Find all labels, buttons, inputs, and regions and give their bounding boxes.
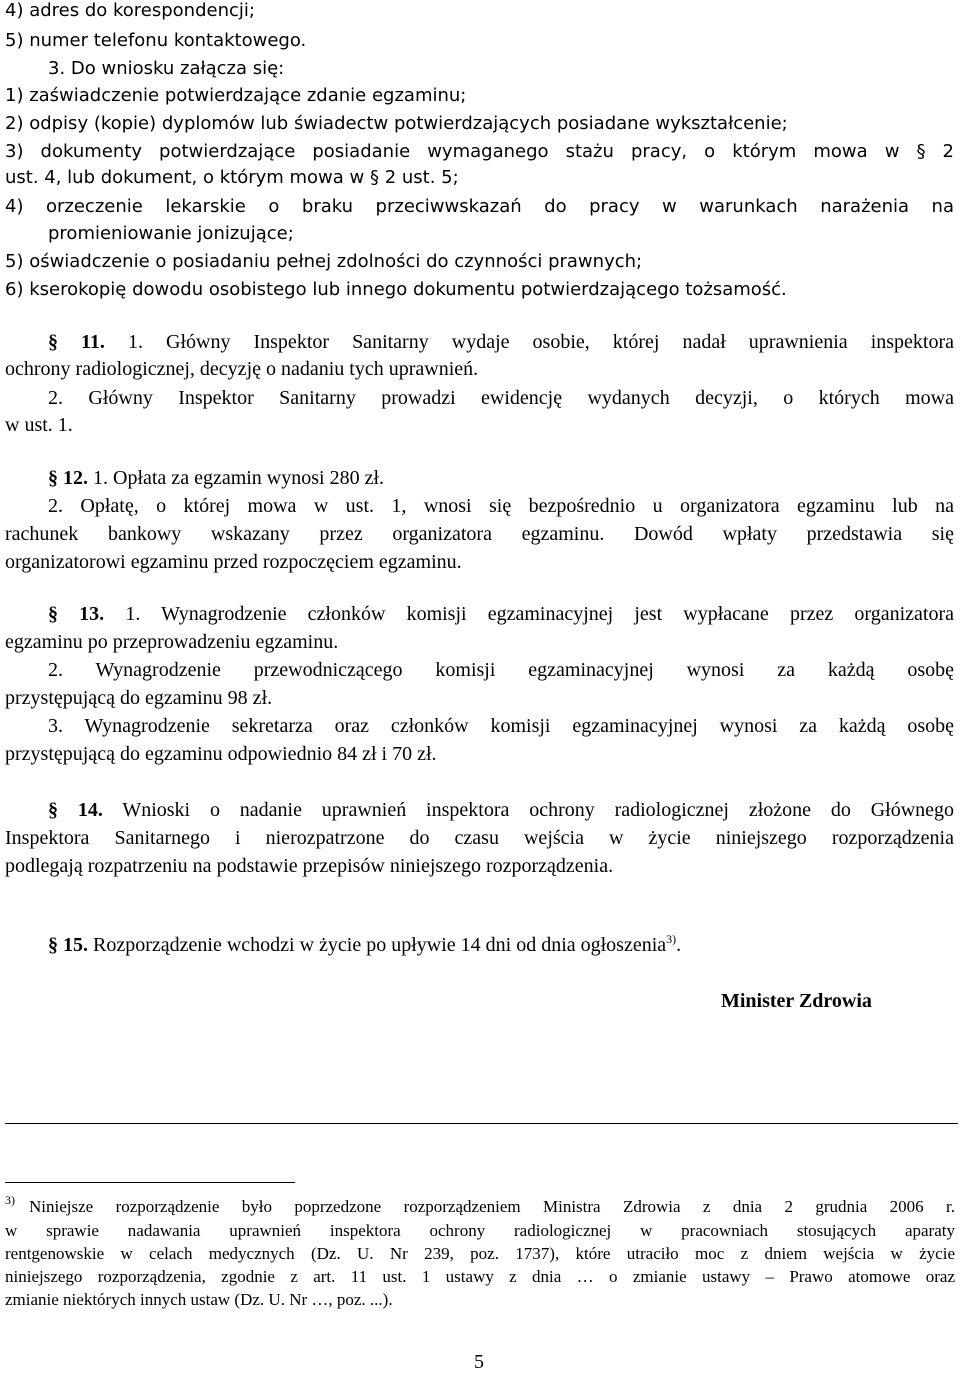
section-14-line-2: Inspektora Sanitarnego i nierozpatrzone do czasu wejścia w życie niniejszego rozporządzenia (5, 827, 954, 849)
attachment-item-4-cont: promieniowanie jonizujące; (48, 223, 294, 244)
section-11-line-2: ochrony radiologicznej, decyzję o nadaniu tych uprawnień. (5, 358, 479, 380)
section-13-line-5: 3. Wynagrodzenie sekretarza oraz członków komisji egzaminacyjnej wynosi za każdą osobę (48, 715, 954, 737)
attachment-item-4: 4) orzeczenie lekarskie o braku przeciwwskazań do pracy w warunkach narażenia na (5, 196, 954, 217)
footnote-line-5: zmianie niektórych innych ustaw (Dz. U. Nr …, poz. ...). (5, 1290, 393, 1309)
attachment-item-5: 5) oświadczenie o posiadaniu pełnej zdolności do czynności prawnych; (5, 251, 643, 272)
section-12-mark: § 12. (48, 467, 88, 489)
section-14-line-3: podlegają rozpatrzeniu na podstawie przepisów niniejszego rozporządzenia. (5, 855, 614, 877)
footer-rule (5, 1123, 958, 1124)
section-12-line-1: § 12. 1. Opłata za egzamin wynosi 280 zł. (48, 467, 385, 489)
list-item-phone: 5) numer telefonu kontaktowego. (5, 30, 307, 51)
footnote-line-3: rentgenowskie w celach medycznych (Dz. U. Nr 239, poz. 1737), które utraciło moc z dniem wejścia w życie (5, 1244, 955, 1263)
section-15-line: § 15. Rozporządzenie wchodzi w życie po upływie 14 dni od dnia ogłoszenia$^{3)}$. (48, 932, 682, 956)
section-11-mark: § 11. (48, 331, 105, 353)
attachments-intro: 3. Do wniosku załącza się: (48, 58, 285, 79)
section-11-line-4: w ust. 1. (5, 414, 73, 436)
attachment-item-3: 3) dokumenty potwierdzające posiadanie wymaganego stażu pracy, o którym mowa w § 2 (5, 141, 954, 162)
footnote-ref: 3) (666, 932, 677, 946)
section-11-line-3: 2. Główny Inspektor Sanitarny prowadzi ewidencję wydanych decyzji, o których mowa (48, 387, 954, 409)
attachment-item-1: 1) zaświadczenie potwierdzające zdanie egzaminu; (5, 85, 467, 106)
footnote-line-4: niniejszego rozporządzenia, zgodnie z art. 11 ust. 1 ustawy z dnia … o zmianie ustawy – Prawo atomowe oraz (5, 1267, 955, 1286)
attachment-item-6: 6) kserokopię dowodu osobistego lub innego dokumentu potwierdzającego tożsamość. (5, 279, 787, 300)
footnote-line-2: w sprawie nadawania uprawnień inspektora ochrony radiologicznej w pracowniach stosujących aparaty (5, 1221, 955, 1240)
footnote-separator (5, 1182, 295, 1183)
section-13-line-4: przystępującą do egzaminu 98 zł. (5, 687, 273, 709)
section-12-line-4: organizatorowi egzaminu przed rozpoczęciem egzaminu. (5, 551, 462, 573)
section-13-line-2: egzaminu po przeprowadzeniu egzaminu. (5, 631, 339, 653)
attachment-item-3-cont: ust. 4, lub dokument, o którym mowa w § 2 ust. 5; (5, 167, 459, 188)
page-number: 5 (474, 1351, 484, 1373)
section-14-mark: § 14. (48, 799, 103, 821)
list-item-address: 4) adres do korespondencji; (5, 0, 255, 21)
attachment-item-2: 2) odpisy (kopie) dyplomów lub świadectw potwierdzających posiadane wykształcenie; (5, 113, 788, 134)
section-12-line-2: 2. Opłatę, o której mowa w ust. 1, wnosi się bezpośrednio u organizatora egzaminu lub na (48, 495, 954, 517)
section-14-line-1: § 14. Wnioski o nadanie uprawnień inspektora ochrony radiologicznej złożone do Głównego (48, 799, 955, 821)
section-12-line-3: rachunek bankowy wskazany przez organizatora egzaminu. Dowód wpłaty przedstawia się (5, 523, 954, 545)
section-11-line-1: § 11. 1. Główny Inspektor Sanitarny wydaje osobie, której nadał uprawnienia inspektora (48, 331, 954, 353)
section-13-line-1: § 13. 1. Wynagrodzenie członków komisji egzaminacyjnej jest wypłacane przez organizatora (48, 603, 954, 625)
footnote-line-1: $^{3)}$ Niniejsze rozporządzenie było poprzedzone rozporządzeniem Ministra Zdrowia z dnia 2 grudnia 2006 r. (5, 1193, 955, 1216)
section-13-line-3: 2. Wynagrodzenie przewodniczącego komisji egzaminacyjnej wynosi za każdą osobę (48, 659, 954, 681)
section-15-mark: § 15. (48, 934, 88, 956)
section-13-line-6: przystępującą do egzaminu odpowiednio 84 zł i 70 zł. (5, 743, 437, 765)
signature: Minister Zdrowia (721, 990, 872, 1012)
footnote-number: 3) (5, 1193, 15, 1207)
section-13-mark: § 13. (48, 603, 105, 625)
